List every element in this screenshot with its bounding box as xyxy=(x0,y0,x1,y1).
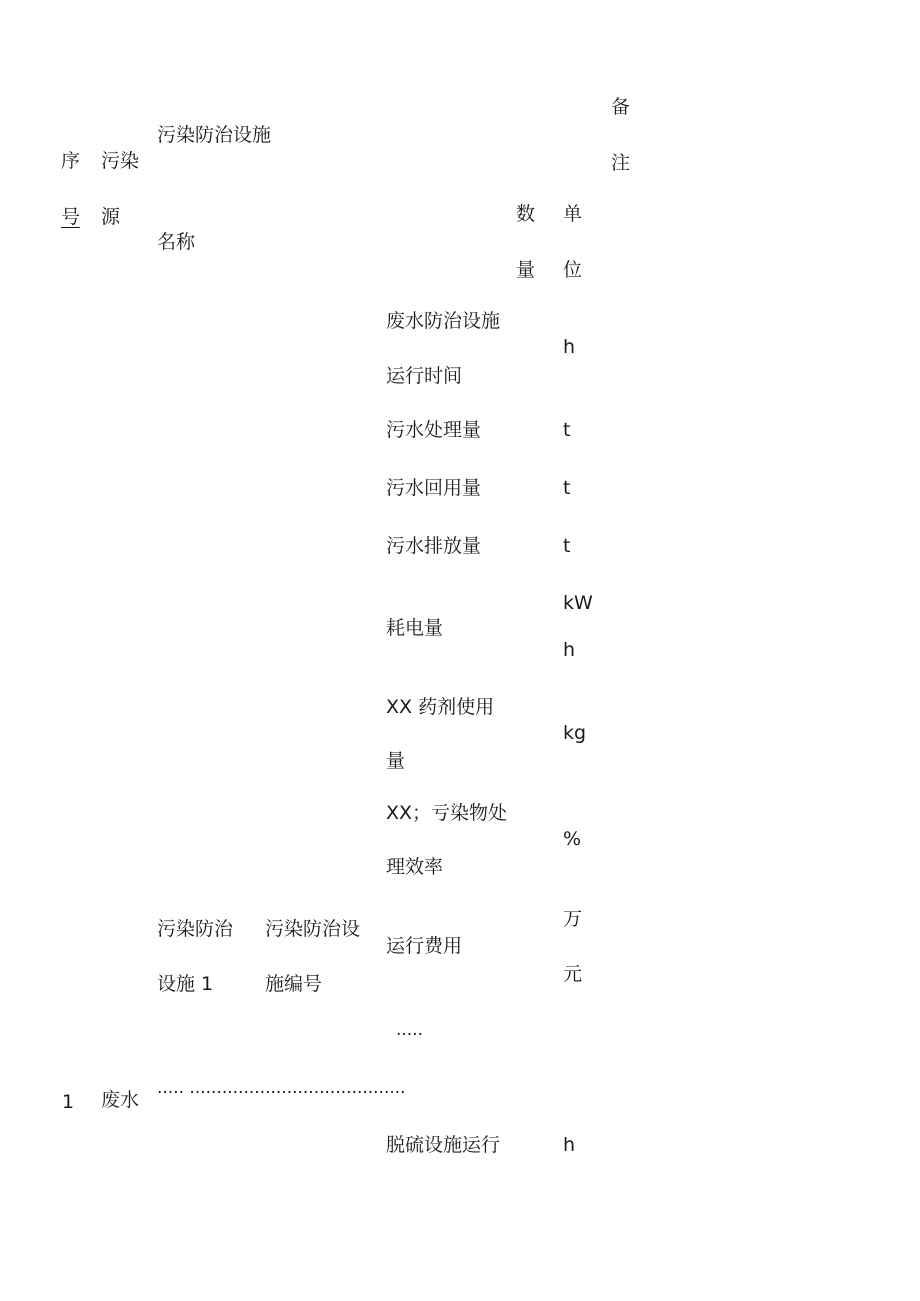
row-seq-1: 1 xyxy=(62,1091,75,1113)
row-source-wastewater: 废水 xyxy=(101,1089,140,1111)
item-operating-cost: 运行费用 xyxy=(386,935,463,957)
unit-power-use-line2: h xyxy=(563,639,576,661)
header-unit-top: 单 xyxy=(563,203,583,225)
item-operating-time-line1: 废水防治设施 xyxy=(386,310,501,332)
item-reagent-use-line2: 量 xyxy=(386,750,406,772)
header-qty-top: 数 xyxy=(516,203,536,225)
item-operating-time-line2: 运行时间 xyxy=(386,365,463,387)
facility1-name-line1: 污染防治 xyxy=(157,918,234,940)
header-remark-top: 备 xyxy=(611,96,631,118)
unit-reagent-use: kg xyxy=(563,722,587,744)
unit-efficiency: % xyxy=(563,828,582,850)
item-desulfurization: 脱硫设施运行 xyxy=(386,1134,501,1156)
item-discharge-volume: 污水排放量 xyxy=(386,535,482,557)
ellipsis-long: ..... ........................................ xyxy=(157,1078,406,1098)
ellipsis-short: ..... xyxy=(396,1020,424,1040)
header-facility-top: 污染防治设施 xyxy=(157,124,272,146)
unit-operating-cost-line2: 元 xyxy=(563,963,583,985)
item-reuse-volume: 污水回用量 xyxy=(386,477,482,499)
unit-desulfurization: h xyxy=(563,1134,576,1156)
header-seq-bottom: 号 xyxy=(61,206,81,228)
item-reagent-use-line1: XX 药剂使用 xyxy=(386,696,495,718)
header-source-bottom: 源 xyxy=(101,206,121,228)
facility1-code-line1: 污染防治设 xyxy=(265,918,361,940)
facility1-name-line2: 设施 1 xyxy=(157,973,214,995)
facility1-code-line2: 施编号 xyxy=(265,973,323,995)
item-efficiency-line1: XX；亏染物处 xyxy=(386,802,508,824)
unit-operating-time: h xyxy=(563,336,576,358)
item-power-use: 耗电量 xyxy=(386,617,444,639)
item-efficiency-line2: 理效率 xyxy=(386,856,444,878)
header-qty-bottom: 量 xyxy=(516,259,536,281)
header-facility-bottom: 名称 xyxy=(157,231,196,253)
unit-operating-cost-line1: 万 xyxy=(563,908,583,930)
unit-power-use-line1: kW xyxy=(563,592,593,614)
header-unit-bottom: 位 xyxy=(563,259,583,281)
item-treated-volume: 污水处理量 xyxy=(386,419,482,441)
header-source-top: 污染 xyxy=(101,150,140,172)
unit-treated-volume: t xyxy=(563,419,571,441)
unit-reuse-volume: t xyxy=(563,477,571,499)
header-remark-bottom: 注 xyxy=(611,152,631,174)
unit-discharge-volume: t xyxy=(563,535,571,557)
header-seq-top: 序 xyxy=(61,150,81,172)
